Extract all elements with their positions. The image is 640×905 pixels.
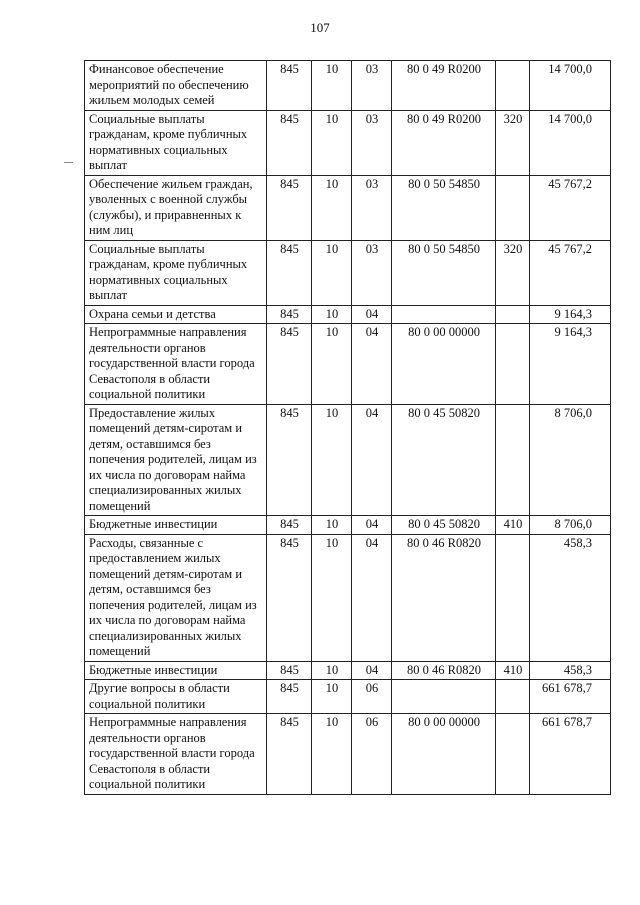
cell-target-article: 80 0 45 50820	[392, 516, 496, 535]
cell-name: Другие вопросы в области социальной политики	[85, 680, 267, 714]
cell-name: Предоставление жилых помещений детям-сиротам и детям, оставшимся без попечения родителей, лицам из их числа по договорам найма специализированных жилых помещений	[85, 404, 267, 516]
table-row	[85, 175, 611, 240]
budget-table	[84, 60, 611, 795]
table-body	[85, 61, 611, 795]
cell-name: Охрана семьи и детства	[85, 305, 267, 324]
cell-department-code: 845	[267, 324, 312, 405]
cell-target-article: 80 0 50 54850	[392, 175, 496, 240]
cell-amount: 458,3	[530, 661, 611, 680]
cell-subsection-code: 04	[352, 516, 392, 535]
cell-amount: 458,3	[530, 534, 611, 661]
table-row	[85, 404, 611, 516]
margin-mark	[64, 162, 73, 163]
cell-department-code: 845	[267, 714, 312, 795]
cell-department-code: 845	[267, 661, 312, 680]
cell-amount: 14 700,0	[530, 61, 611, 111]
cell-amount: 9 164,3	[530, 324, 611, 405]
cell-department-code: 845	[267, 61, 312, 111]
cell-subsection-code: 06	[352, 714, 392, 795]
cell-amount: 8 706,0	[530, 404, 611, 516]
cell-expense-type	[496, 534, 530, 661]
cell-expense-type: 320	[496, 110, 530, 175]
cell-department-code: 845	[267, 175, 312, 240]
cell-amount: 661 678,7	[530, 714, 611, 795]
cell-amount: 8 706,0	[530, 516, 611, 535]
cell-section-code: 10	[312, 404, 352, 516]
cell-section-code: 10	[312, 516, 352, 535]
cell-subsection-code: 03	[352, 175, 392, 240]
cell-name: Расходы, связанные с предоставлением жилых помещений детям-сиротам и детям, оставшимся без попечения родителей, лицам из их числа по договорам найма специализированных жилых помещений	[85, 534, 267, 661]
cell-name: Социальные выплаты гражданам, кроме публичных нормативных социальных выплат	[85, 110, 267, 175]
cell-name: Бюджетные инвестиции	[85, 516, 267, 535]
cell-expense-type	[496, 404, 530, 516]
cell-name: Социальные выплаты гражданам, кроме публичных нормативных социальных выплат	[85, 240, 267, 305]
cell-subsection-code: 04	[352, 534, 392, 661]
cell-expense-type	[496, 324, 530, 405]
cell-subsection-code: 04	[352, 404, 392, 516]
cell-section-code: 10	[312, 324, 352, 405]
cell-target-article	[392, 680, 496, 714]
cell-name: Бюджетные инвестиции	[85, 661, 267, 680]
cell-section-code: 10	[312, 240, 352, 305]
cell-department-code: 845	[267, 110, 312, 175]
table-row	[85, 661, 611, 680]
cell-expense-type: 410	[496, 661, 530, 680]
cell-target-article: 80 0 46 R0820	[392, 661, 496, 680]
cell-target-article: 80 0 49 R0200	[392, 61, 496, 111]
cell-section-code: 10	[312, 305, 352, 324]
table-row	[85, 680, 611, 714]
cell-department-code: 845	[267, 305, 312, 324]
cell-expense-type	[496, 305, 530, 324]
cell-department-code: 845	[267, 680, 312, 714]
cell-target-article: 80 0 49 R0200	[392, 110, 496, 175]
page-number: 107	[310, 20, 330, 35]
cell-expense-type	[496, 714, 530, 795]
table-row	[85, 534, 611, 661]
table-row	[85, 110, 611, 175]
cell-department-code: 845	[267, 516, 312, 535]
cell-section-code: 10	[312, 110, 352, 175]
cell-section-code: 10	[312, 175, 352, 240]
cell-amount: 14 700,0	[530, 110, 611, 175]
cell-target-article: 80 0 46 R0820	[392, 534, 496, 661]
cell-name: Финансовое обеспечение мероприятий по обеспечению жильем молодых семей	[85, 61, 267, 111]
table-row	[85, 324, 611, 405]
table-row	[85, 516, 611, 535]
cell-subsection-code: 04	[352, 661, 392, 680]
cell-amount: 9 164,3	[530, 305, 611, 324]
cell-target-article	[392, 305, 496, 324]
cell-department-code: 845	[267, 534, 312, 661]
cell-target-article: 80 0 45 50820	[392, 404, 496, 516]
cell-section-code: 10	[312, 680, 352, 714]
cell-amount: 45 767,2	[530, 175, 611, 240]
cell-subsection-code: 04	[352, 324, 392, 405]
cell-section-code: 10	[312, 534, 352, 661]
cell-expense-type: 320	[496, 240, 530, 305]
cell-expense-type: 410	[496, 516, 530, 535]
cell-section-code: 10	[312, 714, 352, 795]
cell-target-article: 80 0 00 00000	[392, 714, 496, 795]
cell-department-code: 845	[267, 404, 312, 516]
cell-expense-type	[496, 61, 530, 111]
budget-table-wrapper	[84, 60, 610, 795]
table-row	[85, 240, 611, 305]
cell-department-code: 845	[267, 240, 312, 305]
cell-section-code: 10	[312, 661, 352, 680]
cell-subsection-code: 04	[352, 305, 392, 324]
cell-subsection-code: 03	[352, 61, 392, 111]
cell-amount: 45 767,2	[530, 240, 611, 305]
table-row	[85, 305, 611, 324]
cell-target-article: 80 0 50 54850	[392, 240, 496, 305]
cell-subsection-code: 03	[352, 110, 392, 175]
cell-name: Обеспечение жильем граждан, уволенных с военной службы (службы), и приравненных к ним лиц	[85, 175, 267, 240]
cell-expense-type	[496, 175, 530, 240]
table-row	[85, 61, 611, 111]
cell-subsection-code: 03	[352, 240, 392, 305]
cell-name: Непрограммные направления деятельности органов государственной власти города Севастополя в области социальной политики	[85, 714, 267, 795]
cell-target-article: 80 0 00 00000	[392, 324, 496, 405]
table-row	[85, 714, 611, 795]
cell-expense-type	[496, 680, 530, 714]
cell-section-code: 10	[312, 61, 352, 111]
cell-subsection-code: 06	[352, 680, 392, 714]
cell-amount: 661 678,7	[530, 680, 611, 714]
cell-name: Непрограммные направления деятельности органов государственной власти города Севастополя в области социальной политики	[85, 324, 267, 405]
